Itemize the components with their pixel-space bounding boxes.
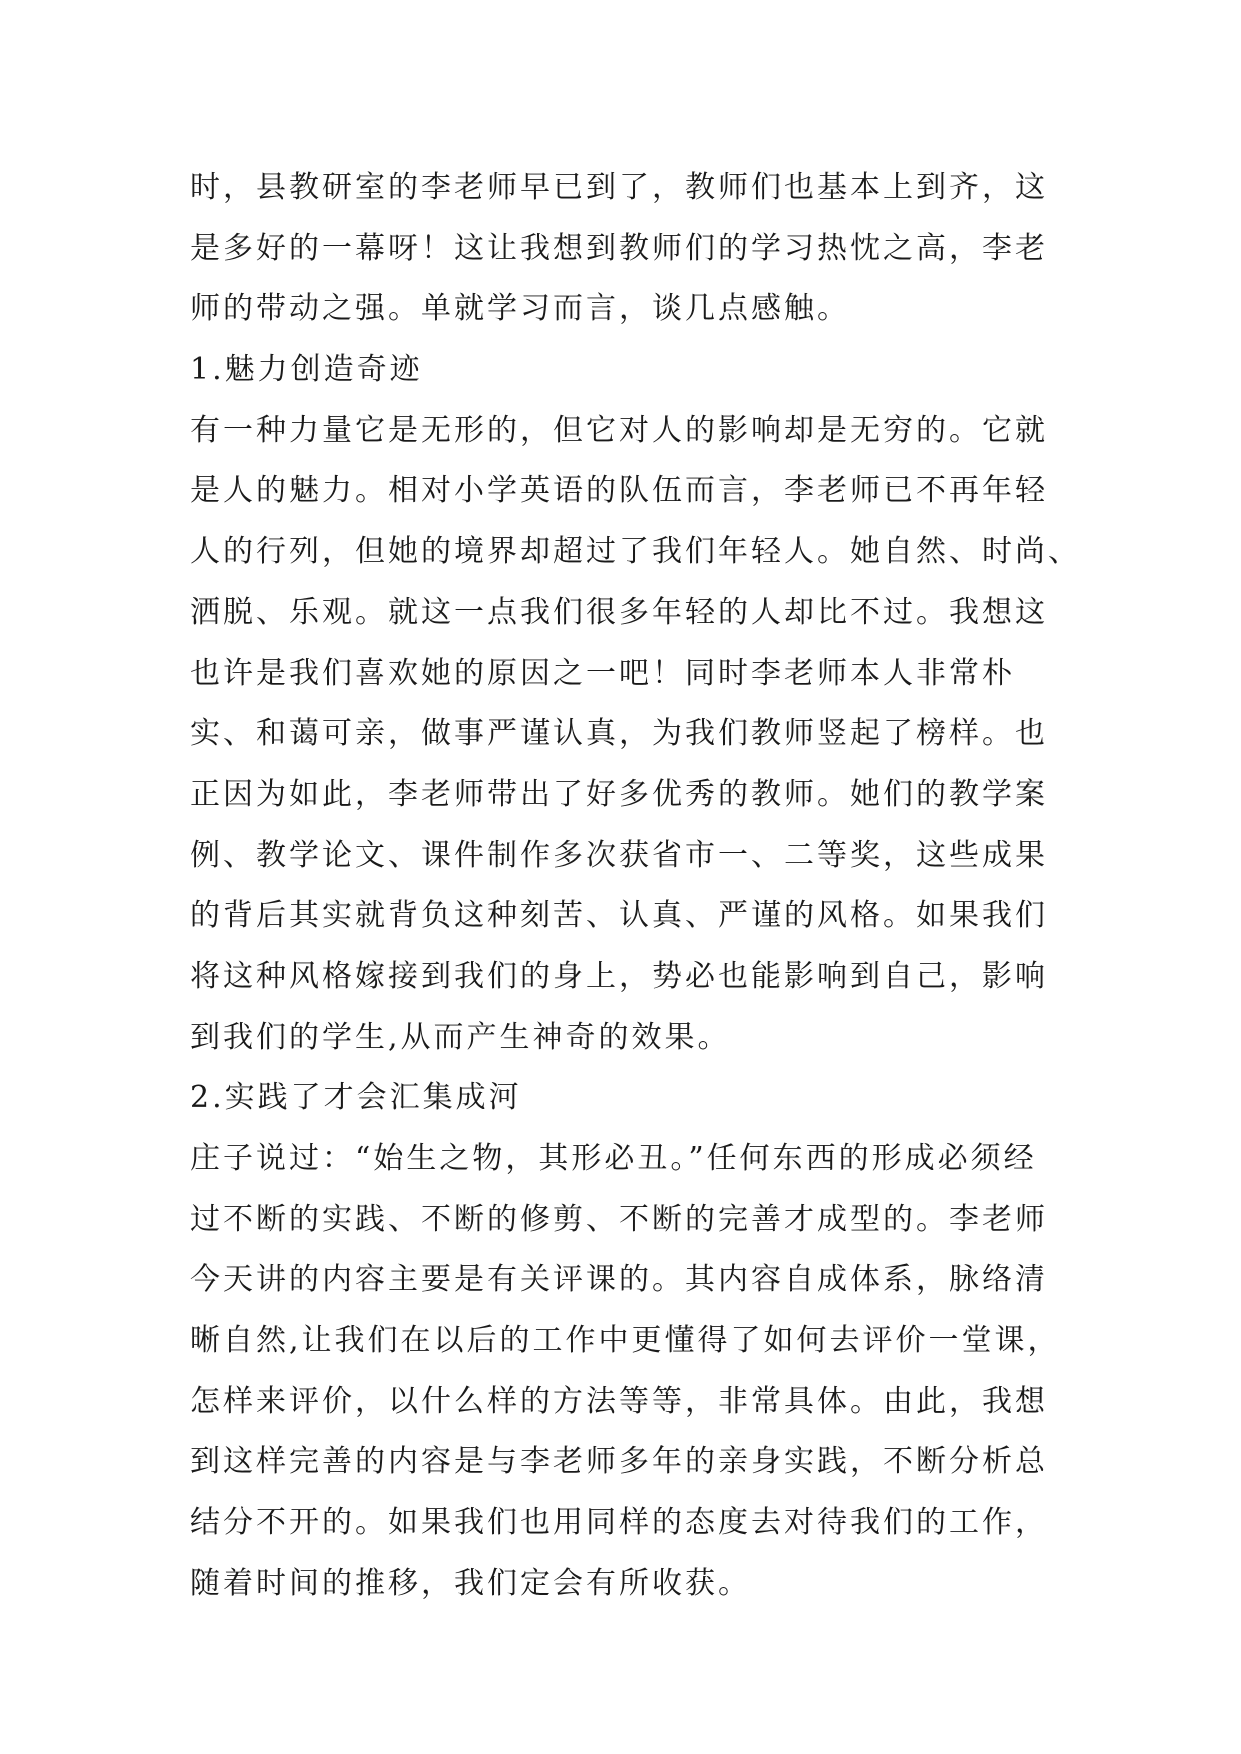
text-line: 正因为如此，李老师带出了好多优秀的教师。她们的教学案 (190, 776, 1048, 812)
text-line: 有一种力量它是无形的，但它对人的影响却是无穷的。它就 (190, 412, 1048, 448)
text-line: 是多好的一幕呀！这让我想到教师们的学习热忱之高，李老 (190, 230, 1048, 266)
text-line: 晰自然,让我们在以后的工作中更懂得了如何去评价一堂课， (190, 1323, 1061, 1359)
document-body (190, 158, 1081, 1615)
text-line: 洒脱、乐观。就这一点我们很多年轻的人却比不过。我想这 (190, 594, 1048, 630)
text-line: 时，县教研室的李老师早已到了，教师们也基本上到齐，这 (190, 170, 1048, 205)
text-line: 是人的魅力。相对小学英语的队伍而言，李老师已不再年轻 (190, 473, 1048, 509)
text-line: 怎样来评价，以什么样的方法等等，非常具体。由此，我想 (190, 1383, 1048, 1419)
text-line: 实、和蔼可亲，做事严谨认真，为我们教师竖起了榜样。也 (190, 716, 1048, 752)
text-line: 过不断的实践、不断的修剪、不断的完善才成型的。李老师 (190, 1201, 1048, 1237)
text-line: 结分不开的。如果我们也用同样的态度去对待我们的工作， (190, 1505, 1048, 1541)
text-line: 到我们的学生,从而产生神奇的效果。 (190, 1019, 731, 1055)
text-line: 今天讲的内容主要是有关评课的。其内容自成体系，脉络清 (190, 1262, 1048, 1298)
text-line: 人的行列，但她的境界却超过了我们年轻人。她自然、时尚、 (190, 534, 1081, 570)
text-line: 庄子说过：“始生之物，其形必丑。”任何东西的形成必须经 (190, 1141, 1037, 1176)
section-heading-1: 1.魅力创造奇迹 (190, 352, 423, 388)
text-line: 的背后其实就背负这种刻苦、认真、严谨的风格。如果我们 (190, 898, 1048, 934)
text-line: 到这样完善的内容是与李老师多年的亲身实践，不断分析总 (190, 1444, 1048, 1480)
text-line: 也许是我们喜欢她的原因之一吧！同时李老师本人非常朴 (190, 655, 1015, 691)
text-line: 师的带动之强。单就学习而言，谈几点感触。 (190, 291, 850, 327)
text-line: 例、教学论文、课件制作多次获省市一、二等奖，这些成果 (190, 837, 1048, 873)
text-line: 将这种风格嫁接到我们的身上，势必也能影响到自己，影响 (190, 958, 1048, 994)
section-heading-2: 2.实践了才会汇集成河 (190, 1080, 522, 1116)
text-line: 随着时间的推移，我们定会有所收获。 (190, 1565, 751, 1601)
